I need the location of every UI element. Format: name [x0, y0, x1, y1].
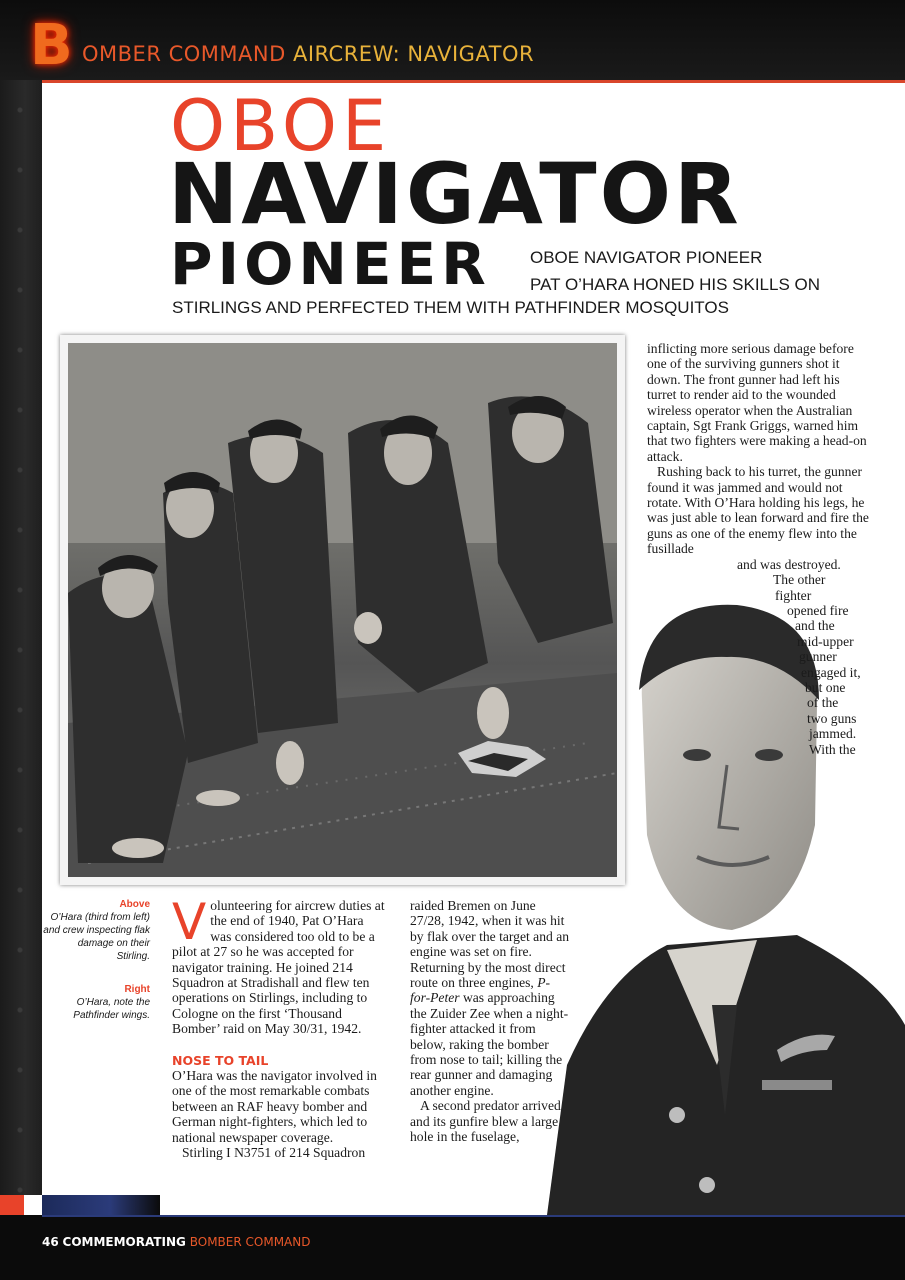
- wrap-line: jammed.: [809, 726, 857, 742]
- body-column-1: [172, 893, 387, 1161]
- publication-name: BOMBER COMMAND: [189, 1235, 311, 1249]
- folio-label: COMMEMORATING: [62, 1235, 186, 1249]
- caption-text-right: O’Hara, note the Pathfinder wings.: [73, 997, 150, 1021]
- headline-line3: PIONEER: [170, 230, 491, 298]
- body-paragraph: [410, 898, 570, 1098]
- body-paragraph: O’Hara was the navigator involved in one of the most remarkable combats between an RAF heavy bomber and German night-fighters, which led to national newspaper coverage.: [172, 1068, 377, 1145]
- body-paragraph: Rushing back to his turret, the gunner found it was jammed and would not rotate. With O’Hara holding his legs, he was just able to lean forward and fire the guns as one of the enemy flew into the fusillade: [647, 464, 869, 557]
- headline-line2: NAVIGATOR: [168, 145, 742, 243]
- standfirst-line3: STIRLINGS AND PERFECTED THEM WITH PATHFINDER MOSQUITOS: [172, 298, 729, 317]
- footer-stripe: [0, 1195, 160, 1215]
- page-folio: [42, 1235, 310, 1249]
- page-number: 46: [42, 1235, 59, 1249]
- caption-text-above: O’Hara (third from left) and crew inspecting flak damage on their Stirling.: [43, 912, 150, 962]
- wrap-line: fighter: [775, 587, 812, 603]
- body-paragraph: A second predator arrived and its gunfire blew a large hole in the fuselage,: [410, 1098, 561, 1145]
- aircraft-name: P-for-Peter: [410, 975, 551, 1006]
- standfirst: [530, 244, 820, 298]
- wrap-line: mid-upper: [797, 633, 854, 649]
- body-text: raided Bremen on June 27/28, 1942, when it was hit by flak over the target and an engine was set on fire. Returning by the most direct route on three engines,: [410, 898, 570, 991]
- top-banner: [0, 0, 905, 80]
- body-paragraph: inflicting more serious damage before one of the surviving gunners shot it down. The front gunner had left his turret to render aid to the wounded wireless operator when the Australian captain, Sgt Frank Griggs, warned him that two fighters were making a head-on attack.: [647, 341, 867, 464]
- wrap-line: engaged it,: [801, 664, 861, 680]
- body-text: was approaching the Zuider Zee when a night-fighter attacked it from below, raking the bomber from nose to tail; killing the rear gunner and damaging another engine.: [410, 990, 569, 1098]
- series-title-part1: OMBER COMMAND: [82, 42, 286, 66]
- wrap-line: With the: [809, 741, 856, 757]
- metal-frame-left: [0, 80, 42, 1215]
- crew-photo: [60, 335, 625, 885]
- footer-bar: [0, 1215, 905, 1280]
- caption-label-right: Right: [124, 984, 150, 995]
- series-logo-letter: B: [30, 13, 73, 78]
- photo-captions: [42, 898, 150, 1042]
- wrap-line: but one: [805, 679, 846, 695]
- wrap-line: and was destroyed.: [737, 556, 841, 572]
- series-title-part2: AIRCREW: NAVIGATOR: [292, 42, 535, 66]
- drop-cap: V: [172, 893, 207, 951]
- body-column-3: [647, 341, 869, 757]
- wrap-line: and the: [795, 618, 835, 634]
- wrap-line: gunner: [799, 649, 837, 665]
- wrap-line: of the: [807, 695, 839, 711]
- body-column-2: [410, 898, 570, 1145]
- standfirst-line2: PAT O’HARA HONED HIS SKILLS ON: [530, 275, 821, 294]
- wrap-line: opened fire: [787, 602, 849, 618]
- article-page: [42, 80, 905, 1215]
- subheading: NOSE TO TAIL: [172, 1052, 269, 1068]
- crew-photo-illustration: [68, 343, 617, 877]
- header-rule: [42, 80, 905, 83]
- wrap-line: two guns: [807, 710, 857, 726]
- series-title: [82, 42, 534, 66]
- body-paragraph: olunteering for aircrew duties at the end of 1940, Pat O’Hara was considered too old to be a pilot at 27 so he was accepted for navigator training. He joined 214 Squadron at Stradishall and flew ten operations on Stirlings, including to Cologne on the first ‘Thousand Bomber’ raid on May 30/31, 1942.: [172, 898, 385, 1037]
- caption-label-above: Above: [119, 899, 150, 910]
- body-paragraph: Stirling I N3751 of 214 Squadron: [182, 1145, 366, 1161]
- footer-rule: [42, 1215, 905, 1217]
- headline-line1: OBOE: [170, 85, 392, 167]
- wrap-line: The other: [773, 572, 826, 588]
- standfirst-line1: OBOE NAVIGATOR PIONEER: [530, 248, 763, 267]
